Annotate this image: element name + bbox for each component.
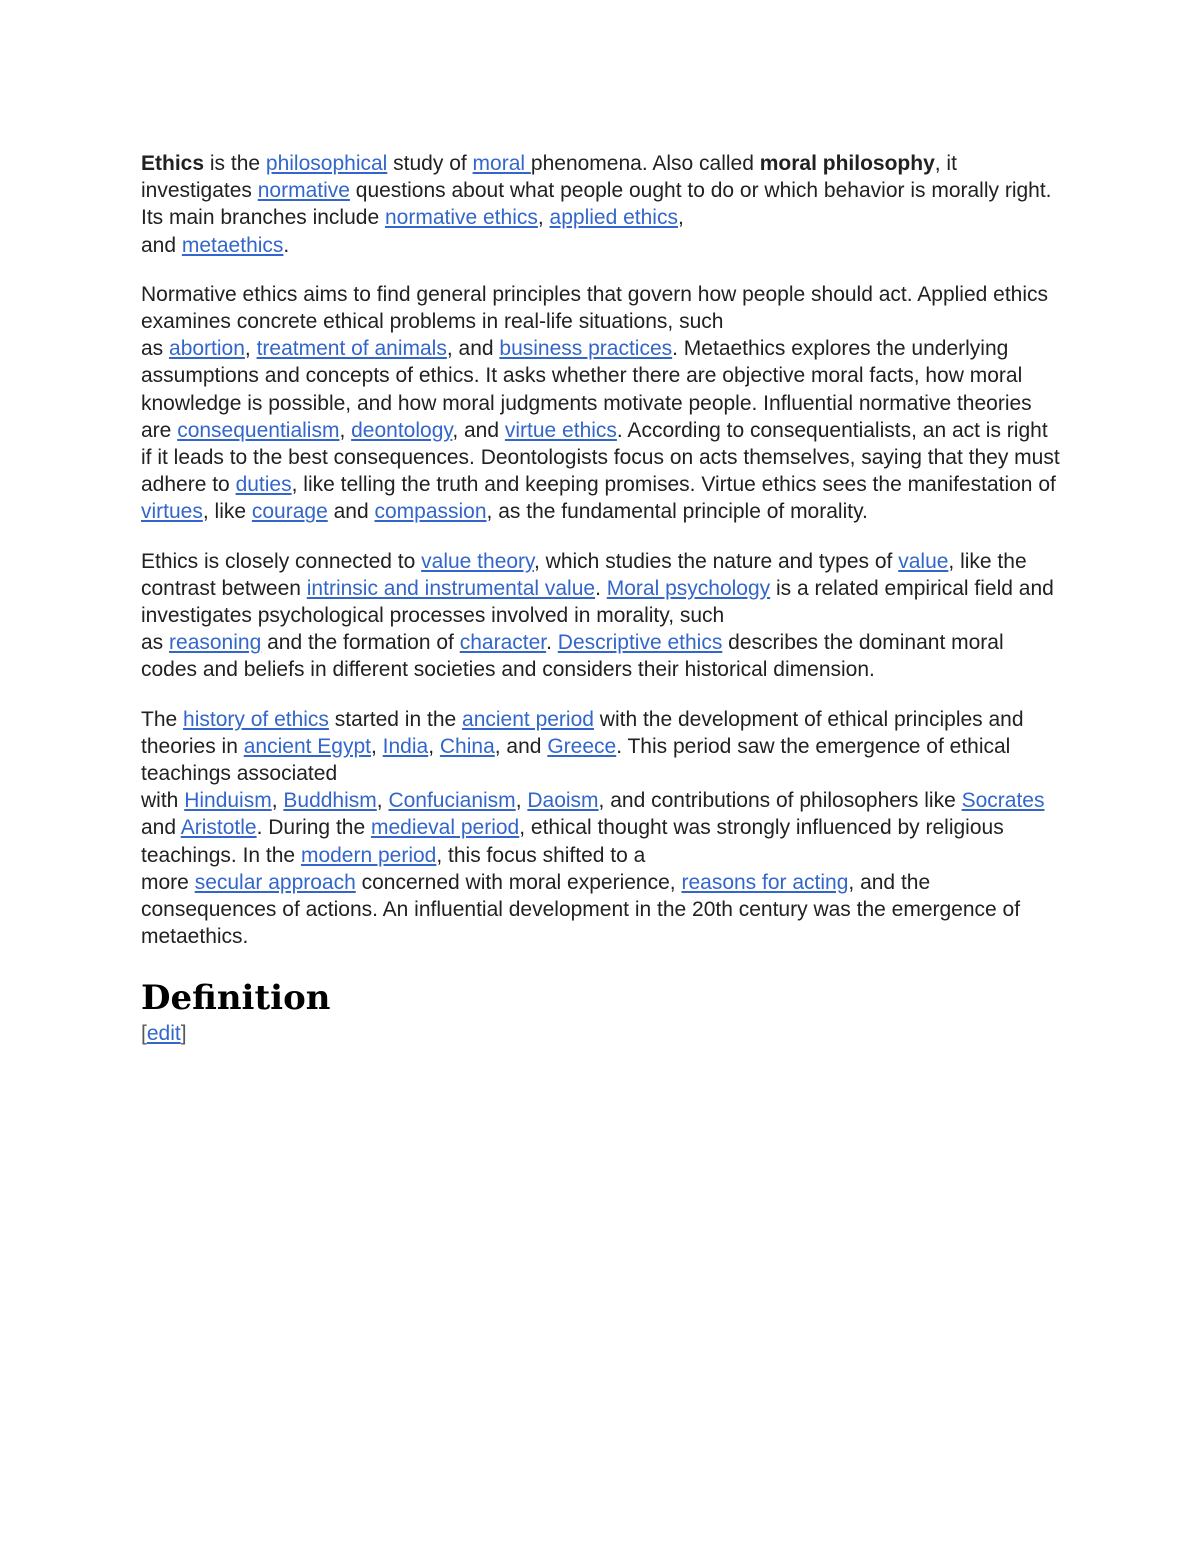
wiki-link[interactable]: treatment of animals (256, 337, 447, 361)
text-run: study of (387, 152, 473, 175)
text-run: questions about what people ought to do or which behavior is morally right. Its main branches include (141, 179, 1052, 230)
text-run: and the formation of (261, 631, 460, 655)
wiki-link[interactable]: deontology (351, 418, 453, 442)
text-run: , and (452, 418, 505, 442)
wiki-link[interactable]: normative (257, 179, 350, 203)
text-run: more (141, 870, 195, 894)
wiki-link[interactable]: Daoism (527, 789, 599, 813)
wiki-link[interactable]: consequentialism (177, 418, 340, 442)
text-run: and (327, 500, 375, 524)
text-run: , like (202, 500, 252, 524)
wiki-link[interactable]: moral (472, 152, 531, 175)
wiki-link[interactable]: value theory (421, 549, 534, 573)
text-run: , and contributions of philosophers like (598, 789, 962, 813)
text-run: , (537, 206, 550, 230)
text-run: . According to consequentialists, an act is right if it leads to the best consequences. Deontologists focus on acts themselves, saying that they must adhere to (141, 418, 1060, 497)
text-run: , (339, 418, 352, 442)
wiki-link[interactable]: Socrates (961, 789, 1045, 813)
wiki-link[interactable]: reasons for acting (681, 870, 849, 894)
wiki-link[interactable]: normative ethics (384, 206, 538, 230)
text-run: , like the contrast between (141, 549, 1027, 600)
text-run: , which studies the nature and types of (534, 549, 899, 573)
wiki-link[interactable]: India (382, 734, 429, 758)
section-heading-definition: Definition (141, 978, 331, 1019)
wiki-link[interactable]: Greece (547, 734, 617, 758)
text-run: , (428, 734, 440, 758)
wiki-link[interactable]: compassion (374, 500, 487, 524)
wiki-link[interactable]: philosophical (265, 152, 388, 175)
wiki-link[interactable]: ancient Egypt (243, 734, 371, 758)
wiki-link[interactable]: value (898, 549, 949, 573)
text-run: as (141, 631, 170, 655)
text-run: Normative ethics aims to find general principles that govern how people should act. Applied ethics examines concrete ethical problems in real-life situations, such (141, 282, 1049, 334)
text-run: . (546, 631, 558, 655)
wiki-link[interactable]: virtues (141, 500, 203, 524)
text-run: , it investigates (141, 152, 957, 203)
text-run: with (141, 789, 185, 813)
wiki-link[interactable]: Buddhism (283, 789, 377, 813)
text-run: , and (494, 734, 548, 758)
text-run: , (371, 734, 383, 758)
wiki-link[interactable]: intrinsic and instrumental value (306, 576, 596, 600)
text-run: , (376, 789, 389, 813)
text-run: . This period saw the emergence of ethical teachings associated (141, 734, 1011, 786)
wiki-link[interactable]: Confucianism (388, 789, 516, 813)
edit-link[interactable]: edit (146, 1022, 181, 1046)
wiki-link[interactable]: reasoning (169, 631, 262, 655)
text-run: , ethical thought was strongly influenced by religious teachings. In the (141, 816, 1004, 867)
wiki-link[interactable]: history of ethics (183, 707, 329, 731)
wiki-link[interactable]: Aristotle (180, 816, 257, 840)
text-run: and (141, 233, 182, 257)
wiki-link[interactable]: character (459, 631, 547, 655)
wiki-link[interactable]: Hinduism (184, 789, 272, 813)
wiki-link[interactable]: medieval period (370, 816, 520, 840)
section-edit-link (141, 1020, 1061, 1047)
text-run: , and (446, 337, 500, 361)
article-paragraph (141, 281, 1061, 526)
bold-term: Ethics (141, 152, 205, 175)
wiki-link[interactable]: Moral psychology (606, 576, 771, 600)
text-run: , like telling the truth and keeping promises. Virtue ethics sees the manifestation of (291, 473, 1056, 497)
text-run: started in the (328, 707, 463, 731)
text-run: and (141, 816, 181, 840)
text-run: . (283, 233, 290, 257)
text-run: , this focus shifted to a (436, 843, 646, 867)
text-run: is the (204, 152, 266, 175)
article-paragraph (141, 150, 1061, 259)
wiki-link[interactable]: metaethics (181, 233, 284, 257)
article-paragraph (141, 548, 1061, 684)
text-run: . (595, 576, 607, 600)
text-run: concerned with moral experience, (355, 870, 682, 894)
text-run: is a related empirical field and investigates psychological processes involved in morality, such (141, 576, 1054, 628)
text-run: , as the fundamental principle of morality. (486, 500, 868, 524)
text-run: . Metaethics explores the underlying assumptions and concepts of ethics. It asks whether there are objective moral facts, how moral knowledge is possible, and how moral judgments motivate people. Influential normative theories are (141, 337, 1032, 442)
wiki-link[interactable]: secular approach (194, 870, 356, 894)
text-run: Ethics is closely connected to (141, 549, 422, 573)
wiki-link[interactable]: modern period (300, 843, 437, 867)
text-run: phenomena. Also called (530, 152, 760, 175)
text-run: describes the dominant moral codes and beliefs in different societies and considers their historical dimension. (141, 631, 1004, 682)
text-run: , (244, 337, 257, 361)
wiki-link[interactable]: applied ethics (549, 206, 678, 230)
wiki-link[interactable]: ancient period (462, 707, 594, 731)
bold-term: moral philosophy (759, 152, 935, 175)
wiki-link[interactable]: duties (235, 473, 292, 497)
text-run: The (141, 707, 184, 731)
wiki-link[interactable]: business practices (499, 337, 673, 361)
wiki-link[interactable]: abortion (169, 337, 245, 361)
text-run: with the development of ethical principles and theories in (141, 707, 1024, 758)
text-run: , (515, 789, 528, 813)
wiki-link[interactable]: virtue ethics (504, 418, 617, 442)
text-run: , (677, 206, 684, 230)
text-run: . During the (256, 816, 371, 840)
text-run: , and the consequences of actions. An influential development in the 20th century was the emergence of metaethics. (141, 870, 1021, 949)
wiki-link[interactable]: courage (251, 500, 328, 524)
edit-bracket-open: [ (141, 1022, 147, 1046)
text-run: as (141, 337, 170, 361)
article-paragraph (141, 706, 1061, 951)
wiki-link[interactable]: Descriptive ethics (557, 631, 723, 655)
edit-bracket-close: ] (180, 1022, 187, 1046)
wiki-link[interactable]: China (439, 734, 495, 758)
text-run: , (271, 789, 284, 813)
article-paragraphs (141, 150, 1061, 950)
article-body (141, 150, 1061, 1047)
